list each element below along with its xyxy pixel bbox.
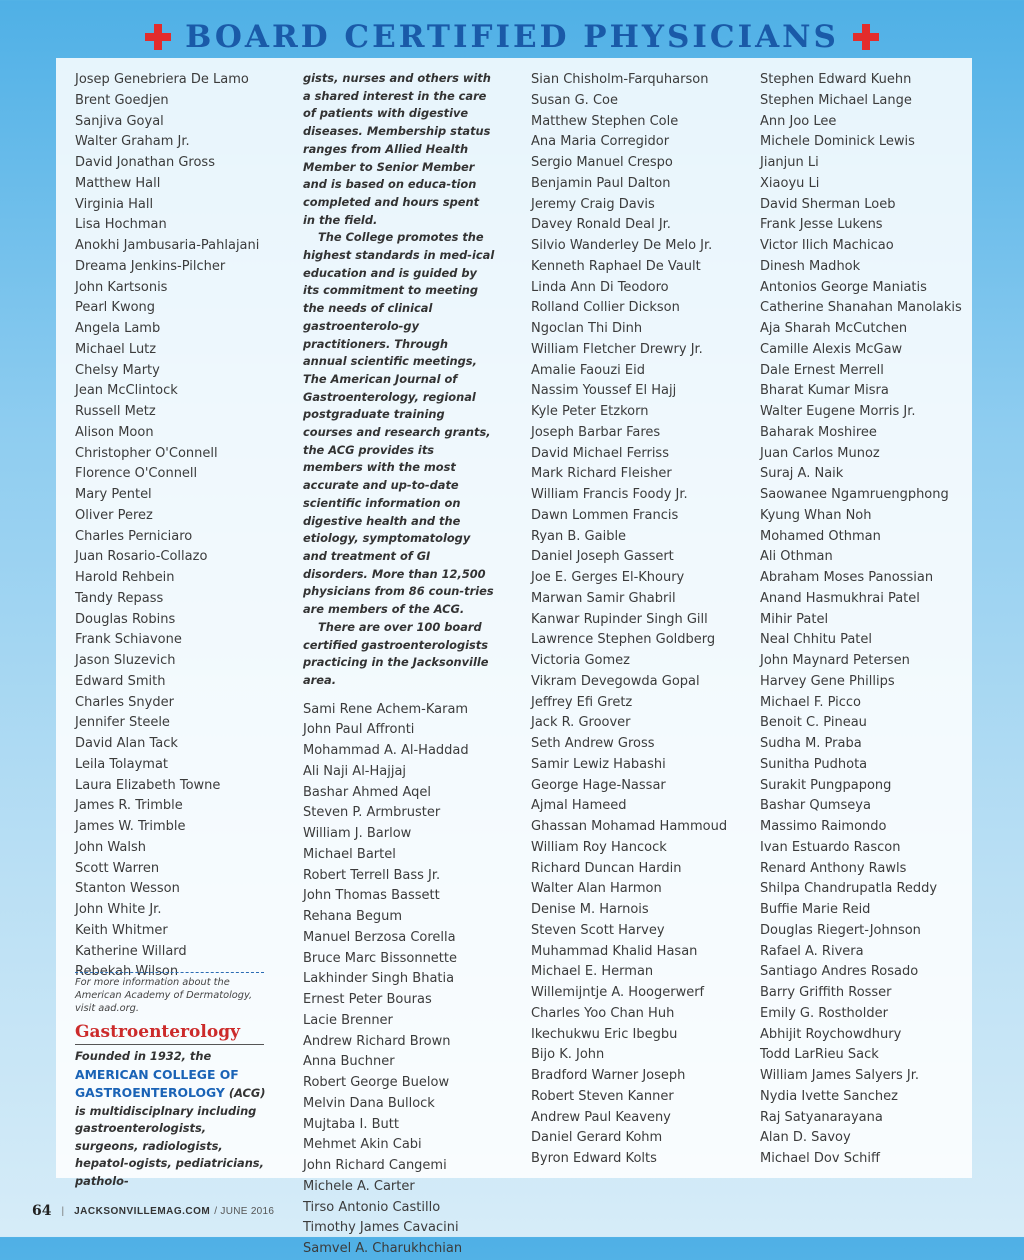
physician-name: Jack R. Groover: [531, 715, 631, 731]
physician-name: Sudha M. Praba: [760, 736, 862, 751]
physician-name: Ernest Peter Bouras: [303, 992, 432, 1008]
physician-name: Jeffrey Efi Gretz: [531, 694, 633, 710]
physician-name: John Thomas Bassett: [303, 888, 440, 904]
physician-name: Dinesh Madhok: [760, 258, 861, 274]
physician-name: Shilpa Chandrupatla Reddy: [760, 881, 938, 897]
physician-name: Robert Terrell Bass Jr.: [303, 867, 441, 883]
physician-name: Manuel Berzosa Corella: [303, 929, 456, 945]
physician-name: Juan Rosario-Collazo: [75, 549, 208, 565]
physician-name: Bashar Qumseya: [760, 798, 871, 814]
physician-name: Sami Rene Achem-Karam: [303, 701, 469, 717]
footer-divider: |: [61, 1205, 65, 1217]
physician-name: Emily G. Rostholder: [760, 1005, 888, 1021]
physician-name: David Sherman Loeb: [760, 196, 896, 212]
physician-name: Douglas Robins: [75, 611, 176, 627]
physician-name: Michael Lutz: [75, 341, 157, 357]
physician-name: Susan G. Coe: [531, 92, 618, 108]
physician-name: Mark Richard Fleisher: [531, 466, 672, 482]
physician-list: [303, 700, 495, 1260]
physician-name: David Jonathan Gross: [75, 155, 215, 170]
physician-name: Stephen Michael Lange: [760, 92, 912, 108]
physician-name: Mihir Patel: [760, 611, 829, 627]
physician-name: Sergio Manuel Crespo: [531, 155, 673, 170]
acg-paragraph: gists, nurses and others with a shared interest in the care of patients with digestive diseases. Membership status ranges from Allied Health Member to Senior Member and is based on educa-tion completed and hours spent in the field.: [303, 71, 491, 227]
physician-name: Michael Bartel: [303, 846, 396, 862]
physician-column-3: [531, 70, 727, 1170]
dermatology-note: For more information about the American Academy of Dermatology, visit aad.org.: [75, 972, 264, 1015]
physician-name: Benoit C. Pineau: [760, 715, 867, 731]
physician-name: Marwan Samir Ghabril: [531, 590, 676, 606]
physician-name: David Alan Tack: [75, 736, 178, 751]
physician-name: Michele A. Carter: [303, 1178, 415, 1194]
physician-name: Ngoclan Thi Dinh: [531, 321, 643, 336]
physician-name: Tirso Antonio Castillo: [303, 1199, 441, 1215]
physician-name: Virginia Hall: [75, 196, 154, 212]
physician-name: Suraj A. Naik: [760, 466, 844, 482]
physician-name: Ivan Estuardo Rascon: [760, 839, 901, 855]
physician-list: [760, 70, 962, 1170]
physician-name: James R. Trimble: [75, 798, 183, 814]
physician-name: Kyung Whan Noh: [760, 507, 872, 523]
physician-name: Oliver Perez: [75, 507, 153, 523]
physician-name: Jianjun Li: [760, 155, 819, 170]
physician-name: Lakhinder Singh Bhatia: [303, 971, 455, 987]
physician-name: Jean McClintock: [75, 383, 178, 399]
physician-name: Byron Edward Kolts: [531, 1151, 657, 1166]
physician-name: John Richard Cangemi: [303, 1158, 447, 1174]
physician-name: Anna Buchner: [303, 1054, 395, 1070]
physician-name: Sunitha Pudhota: [760, 756, 868, 772]
physician-name: Robert George Buelow: [303, 1075, 450, 1091]
physician-name: Nassim Youssef El Hajj: [531, 383, 677, 399]
physician-name: Leila Tolaymat: [75, 756, 169, 772]
physician-name: Dreama Jenkins-Pilcher: [75, 258, 226, 274]
physician-name: Santiago Andres Rosado: [760, 964, 919, 980]
physician-name: John Maynard Petersen: [760, 653, 910, 668]
physician-name: Dale Ernest Merrell: [760, 362, 884, 378]
physician-name: Harold Rehbein: [75, 570, 175, 585]
physician-name: Michael E. Herman: [531, 964, 654, 980]
physician-name: James W. Trimble: [75, 819, 186, 834]
physician-name: Daniel Gerard Kohm: [531, 1130, 663, 1146]
physician-name: Juan Carlos Munoz: [760, 445, 880, 461]
physician-name: Rolland Collier Dickson: [531, 300, 680, 316]
physician-name: William Roy Hancock: [531, 839, 667, 855]
physician-name: Mary Pentel: [75, 487, 152, 502]
physician-name: John White Jr.: [75, 902, 162, 917]
physician-name: Samir Lewiz Habashi: [531, 756, 666, 772]
physician-name: Silvio Wanderley De Melo Jr.: [531, 238, 713, 253]
physician-name: Charles Yoo Chan Huh: [531, 1005, 675, 1021]
physician-list: [75, 70, 259, 983]
physician-name: Scott Warren: [75, 860, 160, 876]
physician-name: Charles Perniciaro: [75, 528, 193, 544]
physician-name: Michele Dominick Lewis: [760, 134, 915, 150]
physician-list: [531, 70, 727, 1170]
physician-name: Richard Duncan Hardin: [531, 860, 682, 876]
physician-name: Andrew Paul Keaveny: [531, 1109, 671, 1125]
physician-name: Walter Alan Harmon: [531, 881, 662, 897]
physician-name: Ghassan Mohamad Hammoud: [531, 819, 728, 834]
physician-name: Anand Hasmukhrai Patel: [760, 590, 920, 606]
physician-name: Mohammad A. Al-Haddad: [303, 743, 469, 759]
physician-name: Bijo K. John: [531, 1047, 605, 1063]
physician-name: Walter Graham Jr.: [75, 134, 190, 150]
physician-name: Ana Maria Corregidor: [531, 134, 670, 150]
physician-name: George Hage-Nassar: [531, 777, 666, 793]
acg-paragraph: The College promotes the highest standards in med-ical education and is guided by its commitment to meeting the needs of clinical gastroenterolo-gy practitioners. Through annual scientific meetings, The American Journal of Gastroenterology, regional postgraduate training courses and research grants, the ACG provides its members with the most accurate and up-to-date scientific information on digestive health and the etiology, symptomatology and treatment of GI disorders. More than 12,500 physicians from 86 coun-tries are members of the ACG.: [303, 230, 495, 617]
physician-name: Melvin Dana Bullock: [303, 1095, 435, 1111]
physician-name: Samvel A. Charukhchian: [303, 1241, 463, 1257]
physician-name: Ali Naji Al-Hajjaj: [303, 763, 407, 779]
physician-name: Jennifer Steele: [75, 715, 170, 731]
physician-name: Ryan B. Gaible: [531, 528, 627, 544]
physician-name: John Walsh: [75, 839, 147, 855]
physician-name: Denise M. Harnois: [531, 902, 649, 917]
physician-name: Ikechukwu Eric Ibegbu: [531, 1026, 678, 1042]
physician-name: Mehmet Akin Cabi: [303, 1137, 422, 1153]
physician-name: Rebekah Wilson: [75, 964, 179, 980]
red-cross-icon: [145, 24, 171, 50]
physician-column-2: [303, 70, 495, 1260]
physician-name: Josep Genebriera De Lamo: [75, 72, 249, 87]
physician-name: Victoria Gomez: [531, 653, 630, 668]
physician-name: Victor Ilich Machicao: [760, 238, 894, 253]
physician-name: Angela Lamb: [75, 321, 161, 336]
physician-name: Ali Othman: [760, 549, 833, 565]
intro-lead: Founded in 1932, the: [75, 1049, 212, 1063]
site-link[interactable]: JACKSONVILLEMAG.COM: [74, 1205, 211, 1217]
physician-name: Massimo Raimondo: [760, 819, 887, 834]
physician-name: Lawrence Stephen Goldberg: [531, 632, 716, 648]
physician-name: Charles Snyder: [75, 694, 174, 710]
physician-name: Laura Elizabeth Towne: [75, 777, 221, 793]
physician-name: Buffie Marie Reid: [760, 902, 871, 917]
acg-description: [303, 70, 495, 690]
physician-name: Barry Griffith Rosser: [760, 985, 892, 1000]
physician-name: Abhijit Roychowdhury: [760, 1026, 902, 1042]
physician-name: Mohamed Othman: [760, 528, 881, 544]
physician-name: Timothy James Cavacini: [303, 1220, 459, 1236]
physician-name: Bashar Ahmed Aqel: [303, 784, 432, 800]
physician-name: Michael F. Picco: [760, 694, 861, 710]
physician-name: William Francis Foody Jr.: [531, 487, 688, 502]
page-footer: [32, 1203, 274, 1219]
physician-name: Keith Whitmer: [75, 922, 168, 938]
page-number: 64: [32, 1203, 52, 1219]
section-title-gastroenterology: Gastroenterology: [75, 1022, 264, 1045]
physician-name: Benjamin Paul Dalton: [531, 175, 671, 191]
physician-name: Bruce Marc Bissonnette: [303, 950, 458, 966]
physician-name: Walter Eugene Morris Jr.: [760, 404, 916, 419]
physician-name: Jason Sluzevich: [75, 653, 176, 668]
physician-name: Pearl Kwong: [75, 300, 156, 316]
physician-name: Ann Joo Lee: [760, 113, 837, 129]
physician-name: Tandy Repass: [75, 590, 164, 606]
physician-name: Ajmal Hameed: [531, 798, 627, 814]
physician-name: Antonios George Maniatis: [760, 279, 927, 295]
physician-name: Frank Schiavone: [75, 632, 182, 648]
physician-name: Surakit Pungpapong: [760, 777, 892, 793]
physician-name: Brent Goedjen: [75, 92, 169, 108]
physician-name: Michael Dov Schiff: [760, 1151, 880, 1166]
physician-name: Neal Chhitu Patel: [760, 632, 872, 648]
physician-name: Alan D. Savoy: [760, 1130, 851, 1146]
physician-name: Rafael A. Rivera: [760, 943, 864, 959]
physician-name: Frank Jesse Lukens: [760, 217, 883, 233]
physician-name: Renard Anthony Rawls: [760, 860, 907, 876]
acg-name: AMERICAN COLLEGE OF GASTROENTEROLOGY: [75, 1066, 239, 1100]
physician-name: Kyle Peter Etzkorn: [531, 404, 649, 419]
physician-name: Catherine Shanahan Manolakis: [760, 300, 962, 316]
physician-name: Matthew Stephen Cole: [531, 113, 679, 129]
physician-name: Kenneth Raphael De Vault: [531, 258, 701, 274]
physician-name: Linda Ann Di Teodoro: [531, 279, 669, 295]
physician-name: Stephen Edward Kuehn: [760, 72, 912, 87]
physician-name: Sian Chisholm-Farquharson: [531, 72, 709, 87]
physician-name: Anokhi Jambusaria-Pahlajani: [75, 238, 260, 253]
physician-name: Rehana Begum: [303, 909, 403, 925]
physician-column-1: [75, 70, 259, 983]
physician-name: Steven Scott Harvey: [531, 922, 665, 938]
physician-name: Robert Steven Kanner: [531, 1088, 674, 1104]
physician-name: Matthew Hall: [75, 175, 161, 191]
physician-name: Camille Alexis McGaw: [760, 341, 903, 357]
physician-name: Lisa Hochman: [75, 217, 167, 233]
issue-date: / JUNE 2016: [214, 1205, 275, 1217]
physician-name: Aja Sharah McCutchen: [760, 321, 908, 336]
physician-name: Dawn Lommen Francis: [531, 507, 679, 523]
physician-name: Todd LarRieu Sack: [760, 1047, 879, 1063]
physician-name: Bharat Kumar Misra: [760, 383, 889, 399]
physician-name: Baharak Moshiree: [760, 424, 877, 440]
physician-name: John Paul Affronti: [303, 722, 415, 738]
physician-name: Davey Ronald Deal Jr.: [531, 217, 671, 233]
acg-intro: [75, 1048, 267, 1190]
physician-name: William J. Barlow: [303, 826, 412, 842]
physician-name: John Kartsonis: [75, 279, 168, 295]
physician-name: William Fletcher Drewry Jr.: [531, 341, 703, 357]
physician-name: Edward Smith: [75, 673, 166, 689]
physician-name: Harvey Gene Phillips: [760, 673, 895, 689]
physician-name: Saowanee Ngamruengphong: [760, 487, 949, 502]
physician-name: Katherine Willard: [75, 943, 187, 959]
physician-name: William James Salyers Jr.: [760, 1068, 920, 1083]
physician-name: Willemijntje A. Hoogerwerf: [531, 985, 705, 1000]
physician-name: Lacie Brenner: [303, 1012, 393, 1028]
physician-name: Steven P. Armbruster: [303, 805, 441, 821]
physician-name: Joe E. Gerges El-Khoury: [531, 570, 685, 585]
page-header: [0, 14, 1024, 60]
physician-name: Raj Satyanarayana: [760, 1109, 883, 1125]
page-title: BOARD CERTIFIED PHYSICIANS: [185, 19, 839, 55]
physician-name: Florence O'Connell: [75, 466, 198, 482]
physician-name: Chelsy Marty: [75, 362, 160, 378]
red-cross-icon: [853, 24, 879, 50]
physician-name: Douglas Riegert-Johnson: [760, 922, 921, 938]
physician-column-4: [760, 70, 962, 1170]
physician-name: Bradford Warner Joseph: [531, 1068, 686, 1083]
physician-name: Seth Andrew Gross: [531, 736, 655, 751]
acg-paragraph: There are over 100 board certified gastroenterologists practicing in the Jacksonville area.: [303, 619, 489, 687]
physician-name: Mujtaba I. Butt: [303, 1116, 399, 1132]
physician-name: Abraham Moses Panossian: [760, 570, 934, 585]
physician-name: Kanwar Rupinder Singh Gill: [531, 611, 708, 627]
physician-name: Xiaoyu Li: [760, 175, 820, 191]
physician-name: Andrew Richard Brown: [303, 1033, 451, 1049]
physician-name: Sanjiva Goyal: [75, 113, 164, 129]
intro-tail: (ACG) is multidisciplnary including gastroenterologists, surgeons, radiologists, hepatol-ogists, pediatricians, patholo-: [75, 1086, 266, 1188]
physician-name: Daniel Joseph Gassert: [531, 549, 674, 565]
physician-name: Christopher O'Connell: [75, 445, 218, 461]
physician-name: Vikram Devegowda Gopal: [531, 673, 700, 689]
physician-name: Alison Moon: [75, 424, 154, 440]
physician-name: Russell Metz: [75, 404, 156, 419]
physician-name: Jeremy Craig Davis: [531, 196, 655, 212]
physician-name: Joseph Barbar Fares: [531, 424, 661, 440]
physician-name: Nydia Ivette Sanchez: [760, 1088, 898, 1104]
physician-name: Stanton Wesson: [75, 881, 180, 897]
physician-name: Muhammad Khalid Hasan: [531, 943, 698, 959]
physician-name: Amalie Faouzi Eid: [531, 362, 645, 378]
physician-name: David Michael Ferriss: [531, 445, 669, 461]
